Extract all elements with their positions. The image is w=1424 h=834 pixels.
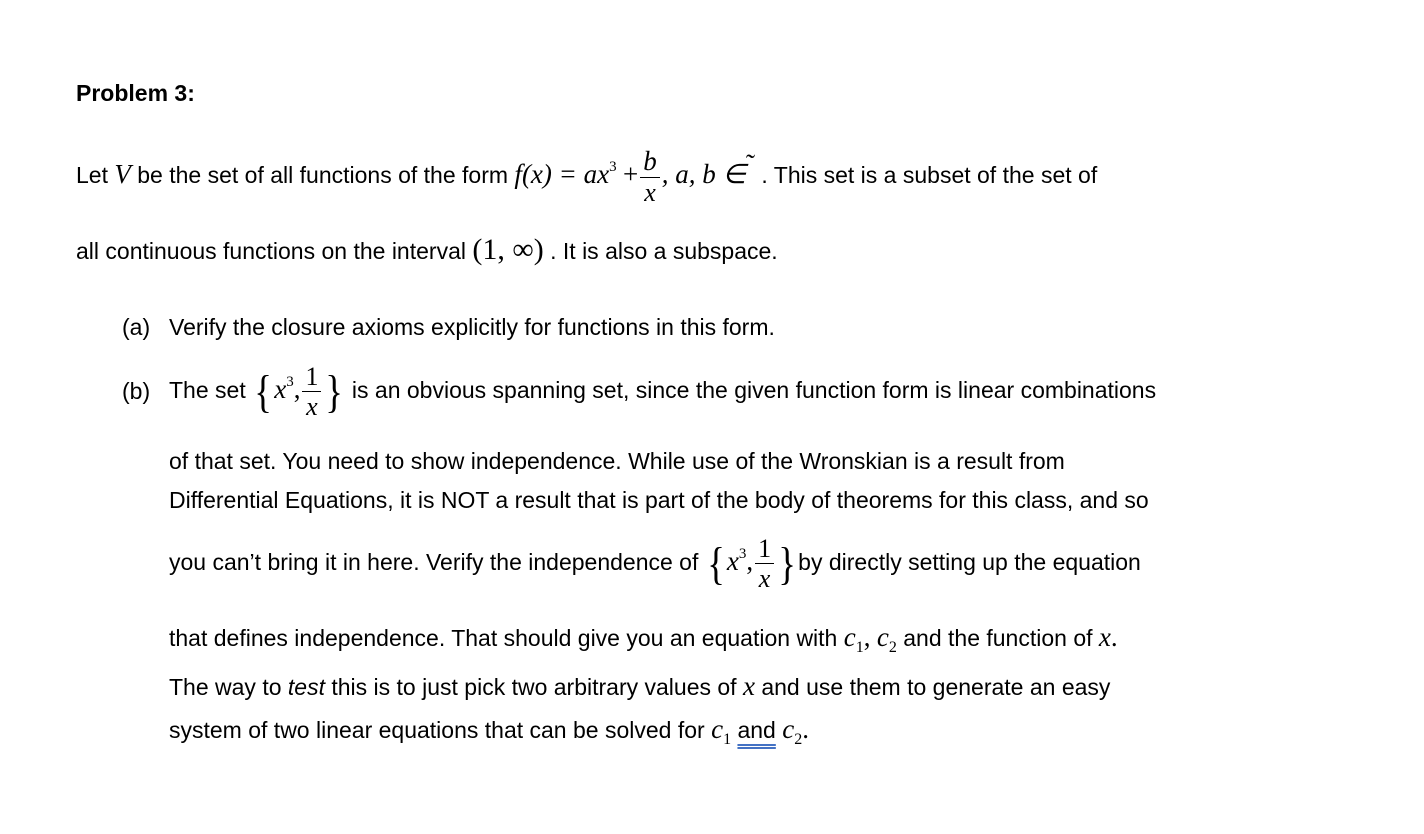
intro-text-form: be the set of all functions of the form — [137, 162, 509, 189]
intro-line-2 — [76, 235, 778, 265]
set-fraction-denominator: x — [306, 392, 318, 422]
c1-symbol: c — [843, 622, 856, 652]
part-b-line-1 — [169, 358, 1156, 425]
c2-symbol: c — [876, 622, 889, 652]
part-b-line-5-text: that defines independence. That should give you an equation with — [169, 625, 838, 651]
parameter-set: , a, b ∈ — [661, 159, 747, 190]
part-b-line-6-text: The way to — [169, 674, 282, 700]
part-b-line-5 — [169, 622, 1118, 656]
intro-text-continuous: all continuous functions on the interval — [76, 238, 466, 264]
line-7-period: . — [802, 714, 809, 744]
intro-line-1 — [76, 146, 1097, 208]
left-brace: { — [254, 365, 272, 417]
right-brace: } — [325, 365, 344, 417]
part-b-spanning-text: is an obvious spanning set, since the given function form is linear combinations — [351, 377, 1157, 403]
b-over-x-fraction — [640, 146, 660, 208]
set-x-2: x — [726, 546, 739, 576]
part-b-line-7 — [169, 714, 809, 748]
set-fraction-numerator: 1 — [302, 362, 321, 393]
fraction-denominator: x — [644, 178, 656, 208]
and-text: and — [737, 717, 776, 743]
c-comma: , — [863, 622, 871, 652]
set-fraction-denominator-2: x — [758, 564, 771, 594]
c1-symbol-2: c — [711, 714, 724, 744]
intro-text-subspace: . It is also a subspace. — [550, 238, 778, 264]
c2-symbol-2: c — [782, 714, 795, 744]
cube-exponent: 3 — [609, 159, 617, 176]
left-brace-2: { — [706, 537, 725, 589]
part-b-line-7-text: system of two linear equations that can be solved for — [169, 717, 705, 743]
one-over-x-fraction — [302, 362, 321, 423]
c1-subscript-2: 1 — [723, 731, 732, 748]
set-cube-exponent-2: 3 — [738, 546, 747, 562]
part-b-line-6-tail: and use them to generate an easy — [761, 674, 1111, 700]
set-comma-2: , — [746, 546, 754, 576]
c1-subscript: 1 — [855, 639, 864, 656]
right-brace-2: } — [778, 537, 796, 589]
v-symbol: V — [114, 159, 131, 190]
plus-sign: + — [623, 159, 639, 190]
line-5-period: . — [1110, 622, 1118, 652]
part-b-line-4-text: you can’t bring it in here. Verify the independence of — [169, 549, 699, 575]
one-over-x-fraction-2 — [755, 534, 774, 595]
interval-expression: (1, ∞) — [472, 233, 544, 266]
tilde-symbol: ˜ — [746, 149, 756, 180]
function-args: (x) = ax — [521, 159, 610, 190]
set-cube-exponent: 3 — [286, 374, 294, 390]
c2-subscript: 2 — [888, 639, 897, 656]
function-name: f — [514, 159, 522, 190]
part-b-line-4-tail: by directly setting up the equation — [798, 549, 1141, 575]
part-b-label: (b) — [122, 378, 151, 404]
test-emphasis: test — [287, 674, 325, 700]
c2-subscript-2: 2 — [794, 731, 803, 748]
part-b-line-2: of that set. You need to show independence. While use of the Wronskian is a result from — [169, 448, 1065, 474]
set-x: x — [274, 374, 287, 404]
part-b-line-5-tail: and the function of — [903, 625, 1093, 651]
part-b-line-6-mid: this is to just pick two arbitrary values of — [331, 674, 737, 700]
part-b-line-3: Differential Equations, it is NOT a result that is part of the body of theorems for this class, and so — [169, 487, 1149, 513]
fraction-numerator: b — [640, 146, 660, 178]
part-b-line-6 — [169, 673, 1110, 700]
part-a-label: (a) — [122, 314, 151, 340]
part-b-line-4 — [169, 530, 1141, 597]
x-symbol-2: x — [742, 671, 755, 701]
part-b-set-intro: The set — [169, 377, 246, 403]
problem-title: Problem 3: — [76, 80, 195, 106]
x-symbol: x — [1098, 622, 1111, 652]
set-fraction-numerator-2: 1 — [755, 534, 774, 565]
intro-text-subset: . This set is a subset of the set of — [761, 162, 1098, 189]
intro-text-let: Let — [76, 162, 108, 189]
set-comma: , — [293, 374, 301, 404]
part-a-text: Verify the closure axioms explicitly for functions in this form. — [169, 314, 775, 340]
